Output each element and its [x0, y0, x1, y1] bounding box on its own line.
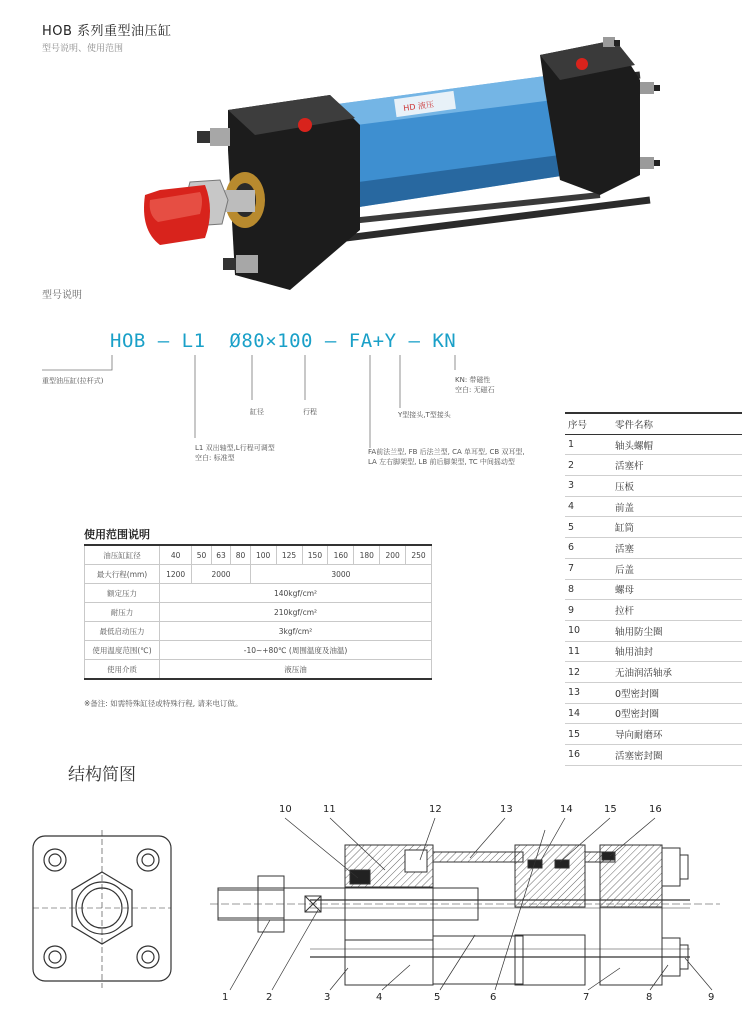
- bore-cell: 125: [276, 545, 302, 565]
- header-no: 序号: [565, 413, 612, 434]
- part-name: 0型密封圈: [612, 682, 742, 703]
- row-value: -10~+80℃ (周围温度及油温): [160, 641, 432, 660]
- part-no: 14: [565, 703, 612, 724]
- callout-7: 7: [583, 992, 590, 1003]
- part-no: 10: [565, 620, 612, 641]
- part-name: 活塞: [612, 538, 742, 559]
- callout-4: 4: [376, 992, 383, 1003]
- part-no: 15: [565, 724, 612, 745]
- stroke-cell: 2000: [192, 565, 250, 584]
- callout-2: 2: [266, 992, 273, 1003]
- row-value: 3kgf/cm²: [160, 622, 432, 641]
- desc-stroke: 行程: [303, 408, 317, 416]
- desc-mount-1: FA前法兰型, FB 后法兰型, CA 单耳型, CB 双耳型,: [368, 448, 525, 456]
- part-name: 拉杆: [612, 600, 742, 621]
- desc-kn-1: KN: 带磁性: [455, 376, 491, 384]
- callout-12: 12: [429, 804, 442, 815]
- callout-13: 13: [500, 804, 513, 815]
- row-label: 最低启动压力: [85, 622, 160, 641]
- part-no: 13: [565, 682, 612, 703]
- page-subtitle: 型号说明、使用范围: [42, 44, 124, 54]
- bore-cell: 40: [160, 545, 192, 565]
- callout-16: 16: [649, 804, 662, 815]
- part-name: 导向耐磨环: [612, 724, 742, 745]
- callout-1: 1: [222, 992, 229, 1003]
- part-no: 8: [565, 579, 612, 600]
- desc-l1-2: 空白: 标准型: [195, 454, 235, 462]
- part-no: 6: [565, 538, 612, 559]
- model-code: HOB — L1 Ø80×100 — FA+Y — KN: [110, 330, 457, 352]
- stroke-cell: 3000: [250, 565, 431, 584]
- row-value: 140kgf/cm²: [160, 584, 432, 603]
- page-title: HOB 系列重型油压缸: [42, 24, 172, 39]
- row-label: 使用介质: [85, 660, 160, 680]
- bore-cell: 150: [302, 545, 328, 565]
- bore-cell: 100: [250, 545, 276, 565]
- callout-11: 11: [323, 804, 336, 815]
- part-name: 后盖: [612, 558, 742, 579]
- callout-10: 10: [279, 804, 292, 815]
- callout-15: 15: [604, 804, 617, 815]
- part-name: 前盖: [612, 496, 742, 517]
- end-view: [33, 830, 171, 988]
- bore-cell: 80: [231, 545, 250, 565]
- callout-14: 14: [560, 804, 573, 815]
- part-name: 0型密封圈: [612, 703, 742, 724]
- callout-3: 3: [324, 992, 331, 1003]
- structure-title: 结构简图: [68, 765, 136, 785]
- bore-cell: 50: [192, 545, 211, 565]
- stroke-cell: 1200: [160, 565, 192, 584]
- header-name: 零件名称: [612, 413, 742, 434]
- row-label: 使用温度范围(℃): [85, 641, 160, 660]
- usage-title: 使用范围说明: [84, 528, 150, 541]
- part-no: 16: [565, 745, 612, 766]
- callout-6: 6: [490, 992, 497, 1003]
- part-no: 12: [565, 662, 612, 683]
- part-no: 11: [565, 641, 612, 662]
- bore-cell: 63: [211, 545, 230, 565]
- part-no: 3: [565, 476, 612, 497]
- desc-joint: Y型接头,T型接头: [398, 411, 451, 419]
- desc-l1-1: L1 双出轴型,L行程可调型: [195, 444, 275, 452]
- desc-bore: 缸径: [250, 408, 264, 416]
- brand-mark-text: HD 液压: [402, 99, 435, 114]
- row-value: 液压油: [160, 660, 432, 680]
- part-no: 4: [565, 496, 612, 517]
- row-label: 最大行程(mm): [85, 565, 160, 584]
- callout-9: 9: [708, 992, 715, 1003]
- usage-note: ※备注: 如需特殊缸径或特殊行程, 请来电订做。: [84, 699, 243, 708]
- row-label: 耐压力: [85, 603, 160, 622]
- part-name: 活塞密封圈: [612, 745, 742, 766]
- part-no: 2: [565, 455, 612, 476]
- model-section-label: 型号说明: [42, 290, 82, 301]
- part-no: 9: [565, 600, 612, 621]
- row-value: 210kgf/cm²: [160, 603, 432, 622]
- part-no: 1: [565, 434, 612, 455]
- part-name: 缸筒: [612, 517, 742, 538]
- callout-8: 8: [646, 992, 653, 1003]
- desc-mount-2: LA 左右脚架型, LB 前后脚架型, TC 中间摇动型: [368, 458, 515, 466]
- part-name: 轴用防尘圈: [612, 620, 742, 641]
- part-name: 无油润活轴承: [612, 662, 742, 683]
- part-no: 7: [565, 558, 612, 579]
- part-name: 压板: [612, 476, 742, 497]
- part-name: 轴头螺帽: [612, 434, 742, 455]
- callout-5: 5: [434, 992, 441, 1003]
- bore-cell: 200: [380, 545, 406, 565]
- bore-cell: 160: [328, 545, 354, 565]
- desc-kn-2: 空白: 无磁石: [455, 386, 495, 394]
- part-name: 活塞杆: [612, 455, 742, 476]
- side-section-view: [210, 845, 720, 985]
- row-label: 额定压力: [85, 584, 160, 603]
- part-no: 5: [565, 517, 612, 538]
- row-label: 油压缸缸径: [85, 545, 160, 565]
- bore-cell: 180: [354, 545, 380, 565]
- bore-cell: 250: [406, 545, 432, 565]
- part-name: 轴用油封: [612, 641, 742, 662]
- desc-series: 重型油压缸(拉杆式): [42, 377, 104, 385]
- part-name: 螺母: [612, 579, 742, 600]
